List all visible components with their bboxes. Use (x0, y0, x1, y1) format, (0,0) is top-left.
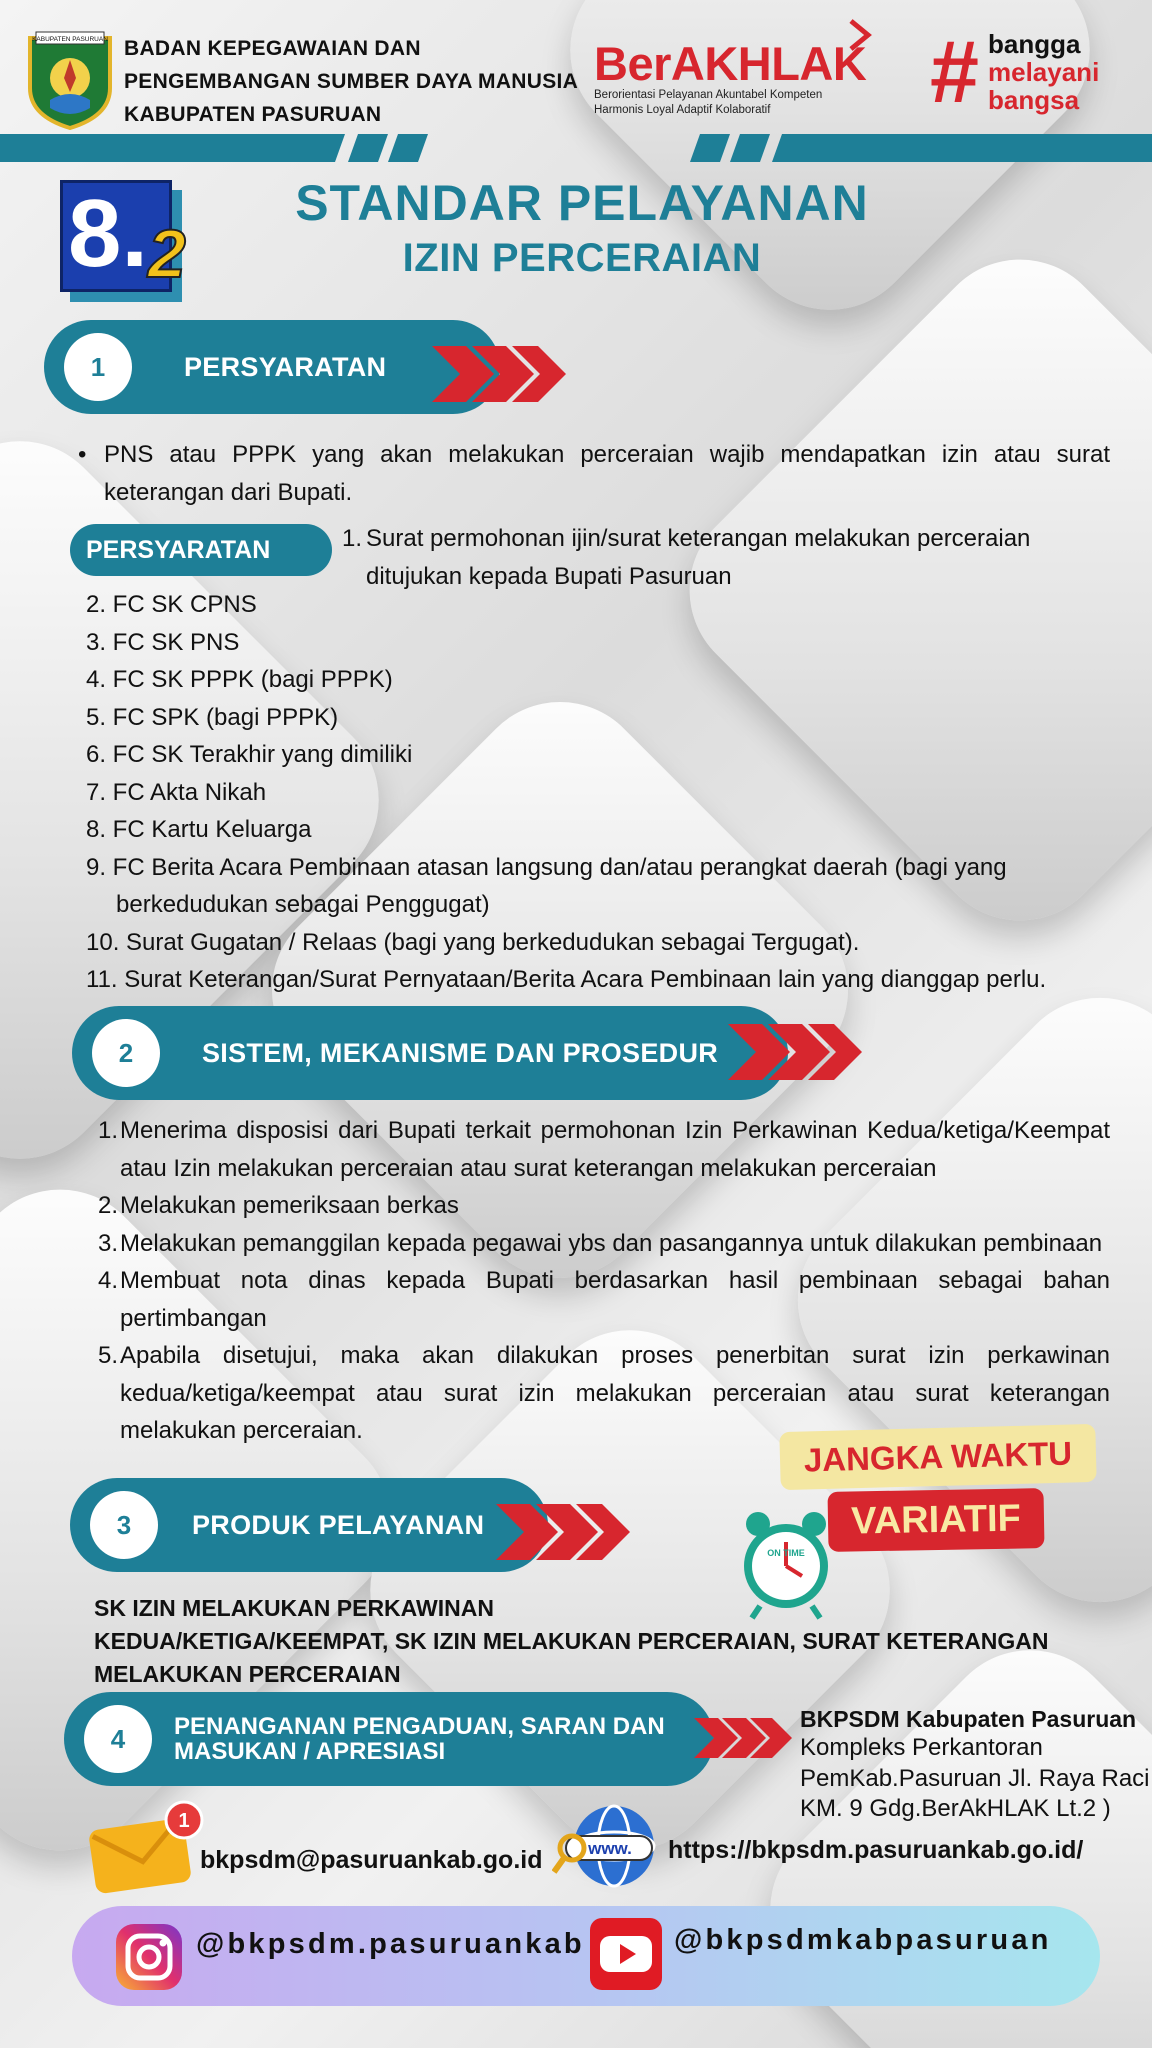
berakhlak-tagline-2: Harmonis Loyal Adaptif Kolaboratif (594, 104, 771, 116)
duration-label: JANGKA WAKTU (779, 1424, 1096, 1490)
section-3-arrows-icon (496, 1502, 636, 1562)
requirement-item: 4. FC SK PPPK (bagi PPPK) (86, 666, 393, 693)
section-4-title (174, 1714, 665, 1764)
section-3-header (70, 1478, 548, 1572)
svg-text:KABUPATEN PASURUAN: KABUPATEN PASURUAN (32, 36, 108, 43)
berakhlak-word: BerAKHLAK (594, 37, 867, 90)
requirement-item-1-line-2: ditujukan kepada Bupati Pasuruan (366, 562, 732, 590)
berakhlak-logo (594, 37, 874, 118)
hashtag-icon: # (930, 22, 979, 121)
section-4-header (64, 1692, 714, 1786)
page-subtitle: IZIN PERCERAIAN (402, 236, 762, 280)
procedure-item (98, 1187, 1110, 1225)
section-4-title-line-2: MASUKAN / APRESIASI (174, 1738, 446, 1765)
section-1-intro (78, 436, 1110, 511)
page-title: STANDAR PELAYANAN (295, 175, 869, 231)
section-4-title-line-1: PENANGANAN PENGADUAN, SARAN DAN (174, 1713, 665, 1740)
instagram-handle[interactable]: @bkpsdm.pasuruankab (196, 1928, 585, 1960)
procedure-item-text: Menerima disposisi dari Bupati terkait permohonan Izin Perkawinan Kedua/ketiga/Keempat atau Izin melakukan perceraian atau surat keterangan melakukan perceraian (120, 1117, 1110, 1182)
instagram-icon[interactable] (114, 1922, 184, 1992)
requirement-item: 6. FC SK Terakhir yang dimiliki (86, 741, 413, 768)
requirement-item-1-number: 1. (342, 525, 363, 552)
requirement-item: 3. FC SK PNS (86, 628, 240, 656)
procedure-item-text: Apabila disetujui, maka akan dilakukan proses penerbitan surat izin perkawinan kedua/ketiga/keempat atau surat izin melakukan perceraian atau surat keterangan melakukan perceraian. (120, 1342, 1110, 1444)
procedure-item-text: Melakukan pemanggilan kepada pegawai ybs dan pasangannya untuk dilakukan pembinaan (120, 1229, 1103, 1257)
contact-address-line-2: PemKab.Pasuruan Jl. Raya Raci (800, 1764, 1150, 1792)
procedure-item (98, 1112, 1110, 1187)
requirement-list (86, 586, 1116, 999)
requirement-item-1 (342, 520, 1102, 595)
service-product-line-1: SK IZIN MELAKUKAN PERKAWINAN (94, 1595, 494, 1621)
section-1-intro-text: PNS atau PPPK yang akan melakukan perceraian wajib mendapatkan izin atau surat keterangan dari Bupati. (104, 441, 1110, 506)
service-number-sub: 2 (148, 216, 186, 292)
section-1-number: 1 (64, 333, 132, 401)
procedure-item (98, 1262, 1110, 1337)
procedure-item-number: 3. (98, 1229, 119, 1257)
email-icon (84, 1796, 210, 1896)
melayani-word: melayani (988, 57, 1100, 87)
contact-address (800, 1733, 1150, 1825)
berakhlak-chevron-icon (848, 18, 874, 52)
berakhlak-tagline-1: Berorientasi Pelayanan Akuntabel Kompeten (594, 89, 823, 101)
persyaratan-label: PERSYARATAN (70, 524, 332, 576)
org-line-2: PENGEMBANGAN SUMBER DAYA MANUSIA (124, 70, 579, 93)
procedure-item-number: 4. (98, 1267, 119, 1294)
bangga-word: bangga (988, 29, 1081, 59)
requirement-item-continued: berkedudukan sebagai Penggugat) (116, 891, 490, 918)
procedure-list (98, 1112, 1110, 1450)
section-1-title: PERSYARATAN (184, 352, 387, 382)
website-link[interactable]: https://bkpsdm.pasuruankab.go.id/ (668, 1836, 1084, 1864)
requirement-item: 5. FC SPK (bagi PPPK) (86, 703, 339, 731)
service-number-badge (60, 180, 190, 302)
requirement-item: 9. FC Berita Acara Pembinaan atasan langsung dan/atau perangkat daerah (bagi yang (86, 853, 1007, 881)
section-3-title: PRODUK PELAYANAN (192, 1510, 485, 1540)
section-2-header (72, 1006, 788, 1100)
section-4-arrows-icon (694, 1716, 794, 1760)
service-product (94, 1592, 1104, 1691)
requirement-item: 11. Surat Keterangan/Surat Pernyataan/Berita Acara Pembinaan lain yang dianggap perlu. (86, 966, 1047, 993)
requirement-item: 10. Surat Gugatan / Relaas (bagi yang berkedudukan sebagai Tergugat). (86, 928, 860, 956)
section-2-arrows-icon (728, 1022, 868, 1082)
bangga-melayani-bangsa-logo (930, 22, 1130, 121)
youtube-handle[interactable]: @bkpsdmkabpasuruan (674, 1924, 1052, 1956)
requirement-item-1-line-1: Surat permohonan ijin/surat keterangan melakukan perceraian (366, 525, 1031, 552)
bullet-dot: • (78, 441, 87, 468)
section-4-number: 4 (84, 1705, 152, 1773)
procedure-item-text: Membuat nota dinas kepada Bupati berdasarkan hasil pembinaan sebagai bahan pertimbangan (120, 1267, 1110, 1332)
contact-office-name: BKPSDM Kabupaten Pasuruan (800, 1706, 1137, 1732)
service-product-line-2: KEDUA/KETIGA/KEEMPAT, SK IZIN MELAKUKAN PERCERAIAN, SURAT KETERANGAN (94, 1628, 1049, 1654)
duration-value: VARIATIF (827, 1488, 1044, 1552)
service-product-line-3: MELAKUKAN PERCERAIAN (94, 1661, 401, 1687)
contact-address-line-3: KM. 9 Gdg.BerAkHLAK Lt.2 ) (800, 1795, 1111, 1822)
org-line-1: BADAN KEPEGAWAIAN DAN (124, 37, 421, 60)
section-1-arrows-icon (432, 344, 572, 404)
globe-www-icon (552, 1800, 662, 1896)
svg-text:1: 1 (178, 1810, 190, 1832)
section-2-title: SISTEM, MEKANISME DAN PROSEDUR (202, 1038, 719, 1068)
section-2-number: 2 (92, 1019, 160, 1087)
contact-address-line-1: Kompleks Perkantoran (800, 1734, 1043, 1761)
section-3-number: 3 (90, 1491, 158, 1559)
youtube-icon[interactable] (588, 1916, 664, 1992)
requirement-item: 2. FC SK CPNS (86, 591, 257, 618)
requirement-item: 8. FC Kartu Keluarga (86, 816, 312, 843)
header-stripe (0, 128, 1152, 162)
requirement-item: 7. FC Akta Nikah (86, 778, 267, 806)
procedure-item-text: Melakukan pemeriksaan berkas (120, 1192, 459, 1219)
procedure-item (98, 1225, 1110, 1263)
procedure-item-number: 1. (98, 1117, 119, 1144)
procedure-item-number: 5. (98, 1342, 119, 1369)
organization-name (124, 32, 578, 131)
svg-text:www.: www. (588, 1839, 632, 1858)
bangsa-word: bangsa (988, 85, 1080, 115)
email-link[interactable]: bkpsdm@pasuruankab.go.id (200, 1846, 543, 1874)
svg-text:ON TIME: ON TIME (767, 1548, 805, 1558)
procedure-item-number: 2. (98, 1192, 119, 1219)
service-number-main: 8. (68, 180, 149, 287)
kabupaten-pasuruan-logo (26, 30, 114, 130)
org-line-3: KABUPATEN PASURUAN (124, 103, 382, 126)
